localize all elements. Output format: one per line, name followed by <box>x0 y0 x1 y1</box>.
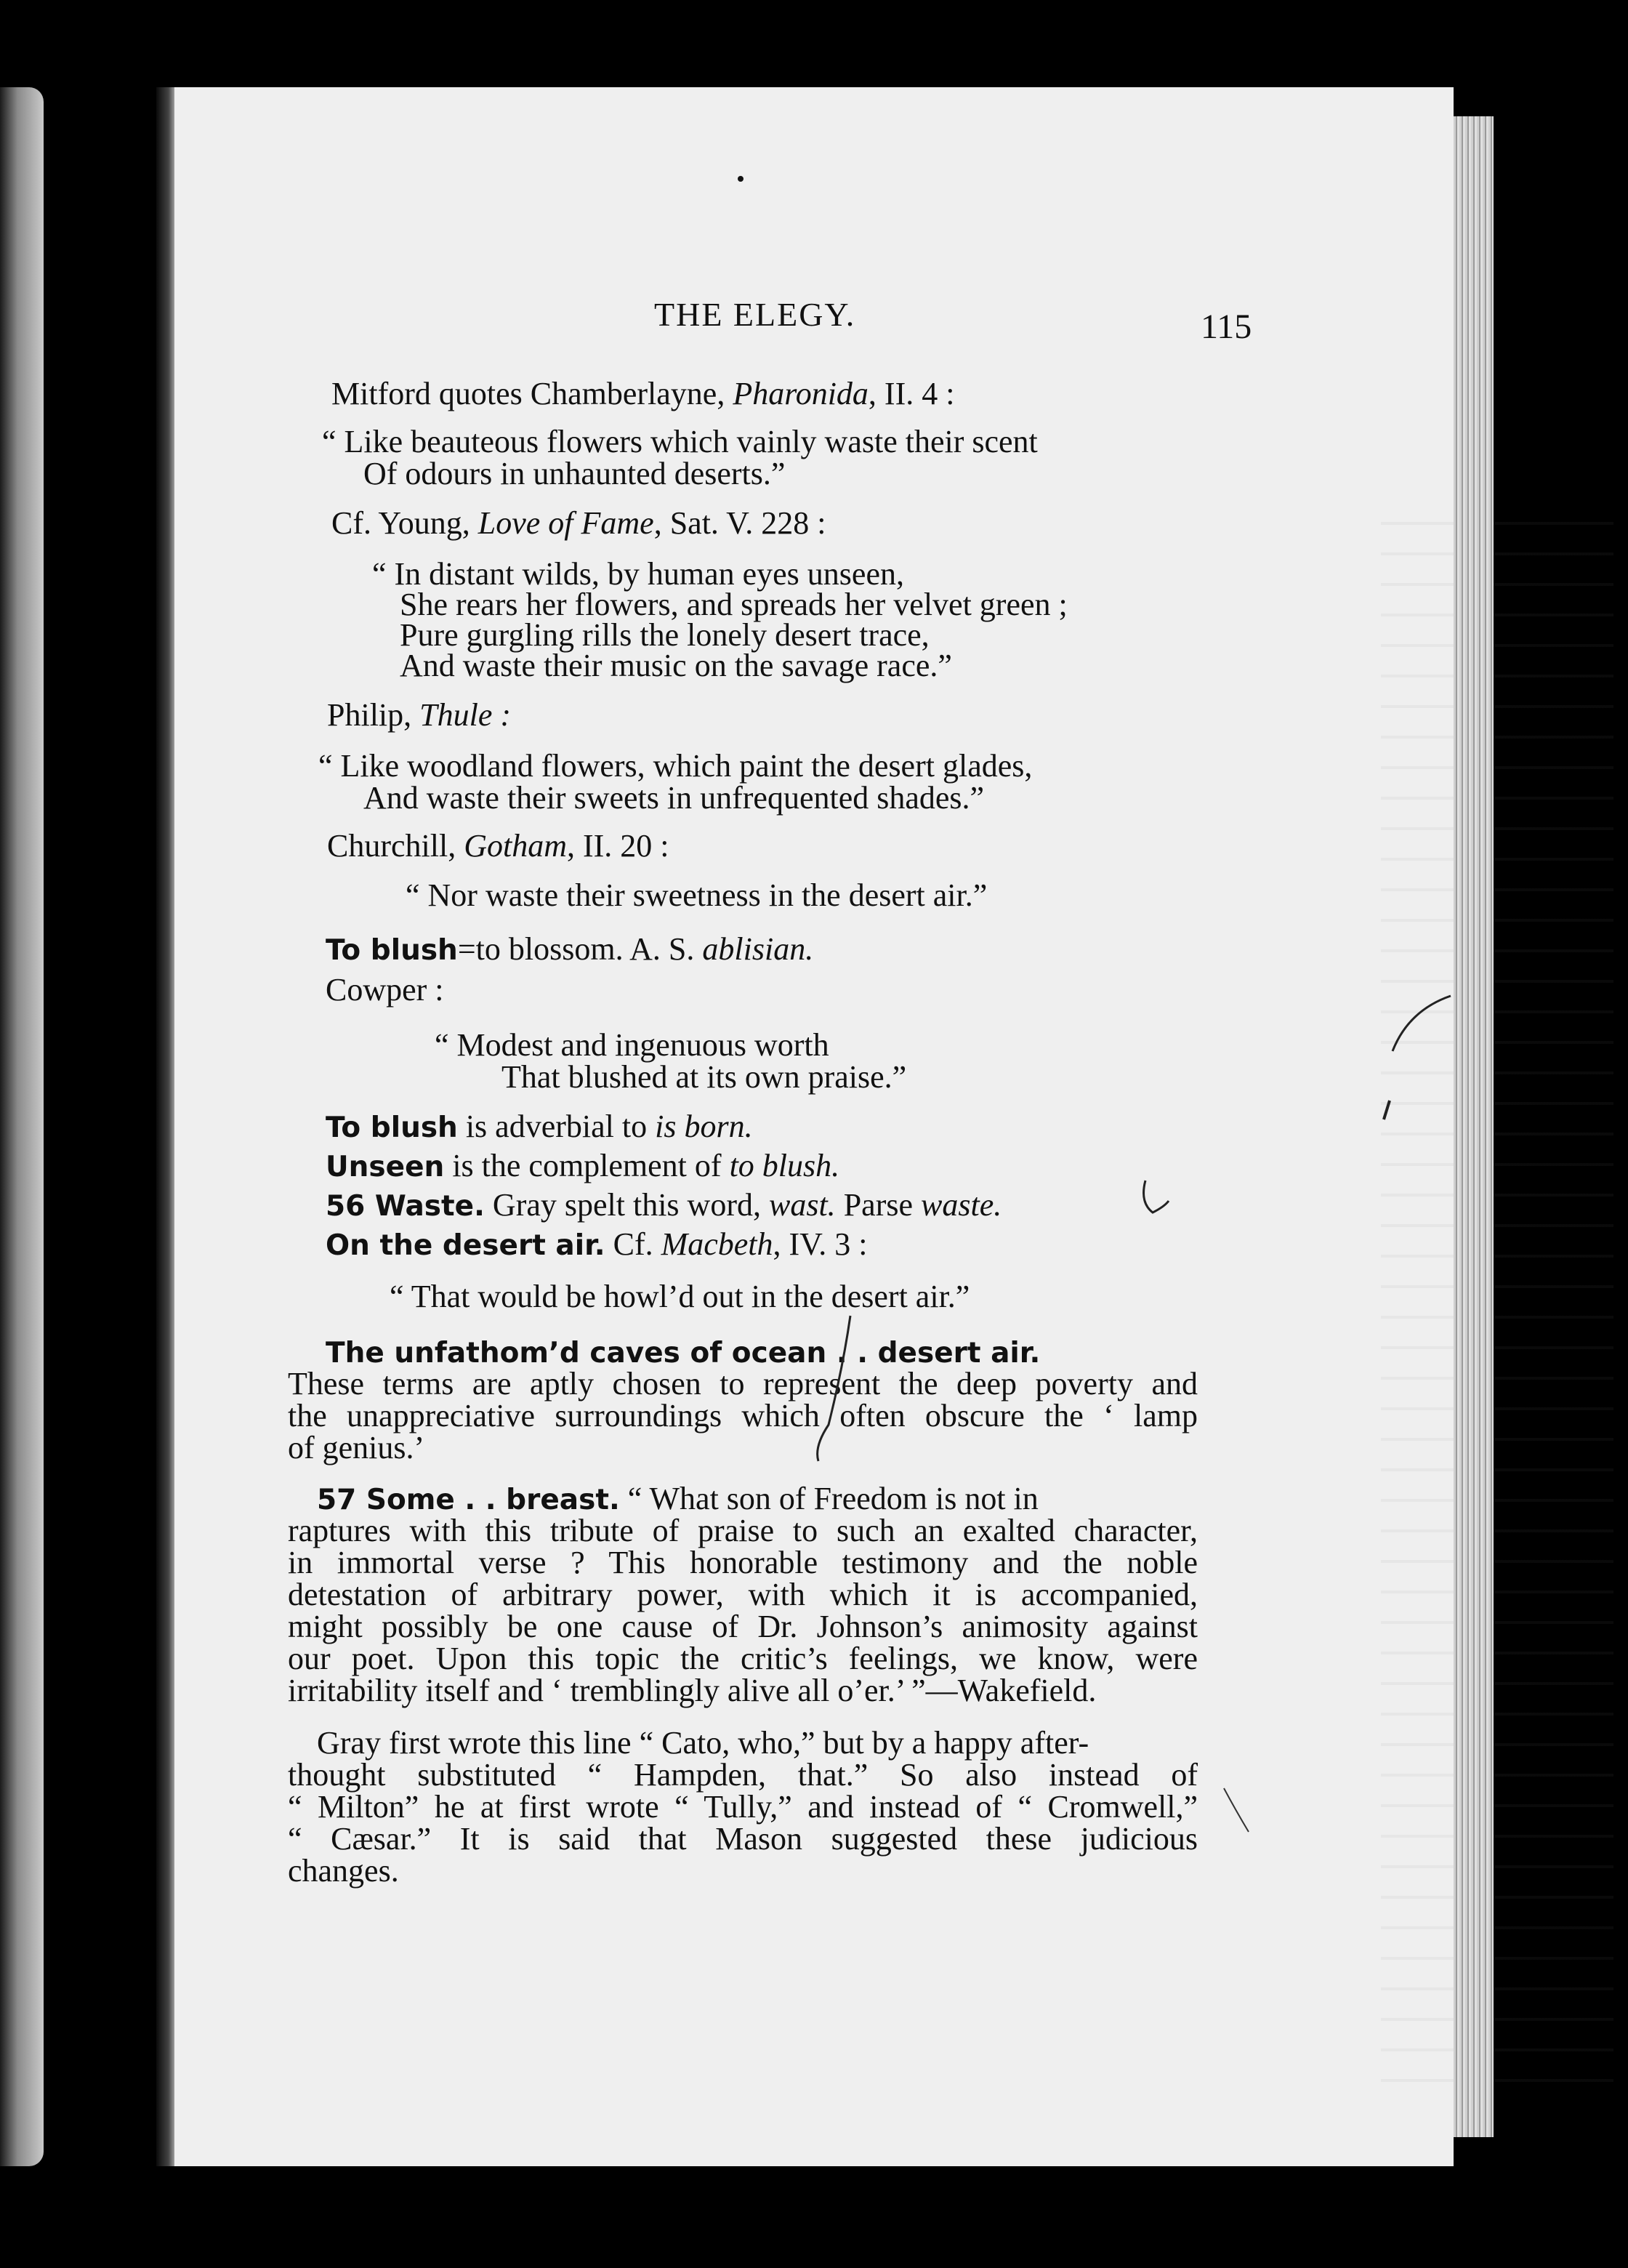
text-line: Cowper : <box>326 972 444 1008</box>
paragraph-line: Gray first wrote this line “ Cato, who,” but by a happy after- <box>317 1725 1089 1761</box>
running-title: THE ELEGY. <box>654 296 856 333</box>
quote-line: Pure gurgling rills the lonely desert trace, <box>400 617 930 653</box>
text-line: Unseen is the complement of to blush. <box>326 1148 840 1183</box>
page-block-edges <box>1454 116 1494 2137</box>
pencil-marks <box>174 87 1454 2166</box>
facing-page-edge <box>0 87 44 2166</box>
book-gutter <box>156 87 177 2166</box>
quote-line: Of odours in unhaunted deserts.” <box>363 456 786 491</box>
quote-line: That blushed at its own praise.” <box>501 1059 907 1095</box>
page-number: 115 <box>1201 307 1252 346</box>
text-line: On the desert air. Cf. Macbeth, IV. 3 : <box>326 1226 868 1262</box>
paragraph-line: in immortal verse ? This honorable testimony and the noble <box>288 1545 1198 1580</box>
paragraph-line: thought substituted “ Hampden, that.” So also instead of <box>288 1757 1198 1793</box>
paragraph-line: might possibly be one cause of Dr. Johnson’s animosity against <box>288 1609 1198 1644</box>
paragraph-line: These terms are aptly chosen to represent the deep poverty and <box>288 1366 1198 1402</box>
paragraph-line: irritability itself and ‘ tremblingly alive all o’er.’ ”—Wakefield. <box>288 1673 1097 1708</box>
book-page <box>174 87 1454 2166</box>
quote-line: “ In distant wilds, by human eyes unseen, <box>372 556 904 592</box>
quote-line: And waste their sweets in unfrequented shades.” <box>363 780 985 816</box>
paragraph-line: raptures with this tribute of praise to such an exalted character, <box>288 1513 1198 1548</box>
quote-line: “ Like woodland flowers, which paint the desert glades, <box>318 748 1033 784</box>
paragraph-line: “ Cæsar.” It is said that Mason suggested these judicious <box>288 1821 1198 1857</box>
paragraph-line: detestation of arbitrary power, with which it is accompanied, <box>288 1577 1198 1612</box>
paragraph-line: of genius.’ <box>288 1430 425 1465</box>
quote-line: And waste their music on the savage race.” <box>400 648 952 683</box>
text-line: To blush=to blossom. A. S. ablisian. <box>326 931 814 967</box>
paragraph-line: “ Milton” he at first wrote “ Tully,” and instead of “ Cromwell,” <box>288 1789 1198 1825</box>
text-line: Mitford quotes Chamberlayne, Pharonida, II. 4 : <box>331 376 955 411</box>
quote-line: “ That would be howl’d out in the desert air.” <box>390 1279 970 1314</box>
paragraph-line: changes. <box>288 1853 399 1889</box>
text-line: 56 Waste. Gray spelt this word, wast. Parse waste. <box>326 1187 1002 1223</box>
text-line: Philip, Thule : <box>327 697 512 733</box>
text-line: To blush is adverbial to is born. <box>326 1109 753 1144</box>
quote-line: “ Modest and ingenuous worth <box>435 1027 829 1063</box>
quote-line: “ Nor waste their sweetness in the desert air.” <box>406 877 988 913</box>
text-line: 57 Some . . breast. “ What son of Freedom is not in <box>317 1481 1039 1516</box>
text-line: Cf. Young, Love of Fame, Sat. V. 228 : <box>331 505 826 541</box>
quote-line: She rears her flowers, and spreads her velvet green ; <box>400 587 1068 622</box>
quote-line: “ Like beauteous flowers which vainly waste their scent <box>322 424 1038 459</box>
text-line: The unfathom’d caves of ocean . . desert air. <box>326 1337 1041 1370</box>
paragraph-line: the unappreciative surroundings which often obscure the ‘ lamp <box>288 1398 1198 1433</box>
text-line: Churchill, Gotham, II. 20 : <box>327 828 669 864</box>
paragraph-line: our poet. Upon this topic the critic’s feelings, we know, were <box>288 1641 1198 1676</box>
